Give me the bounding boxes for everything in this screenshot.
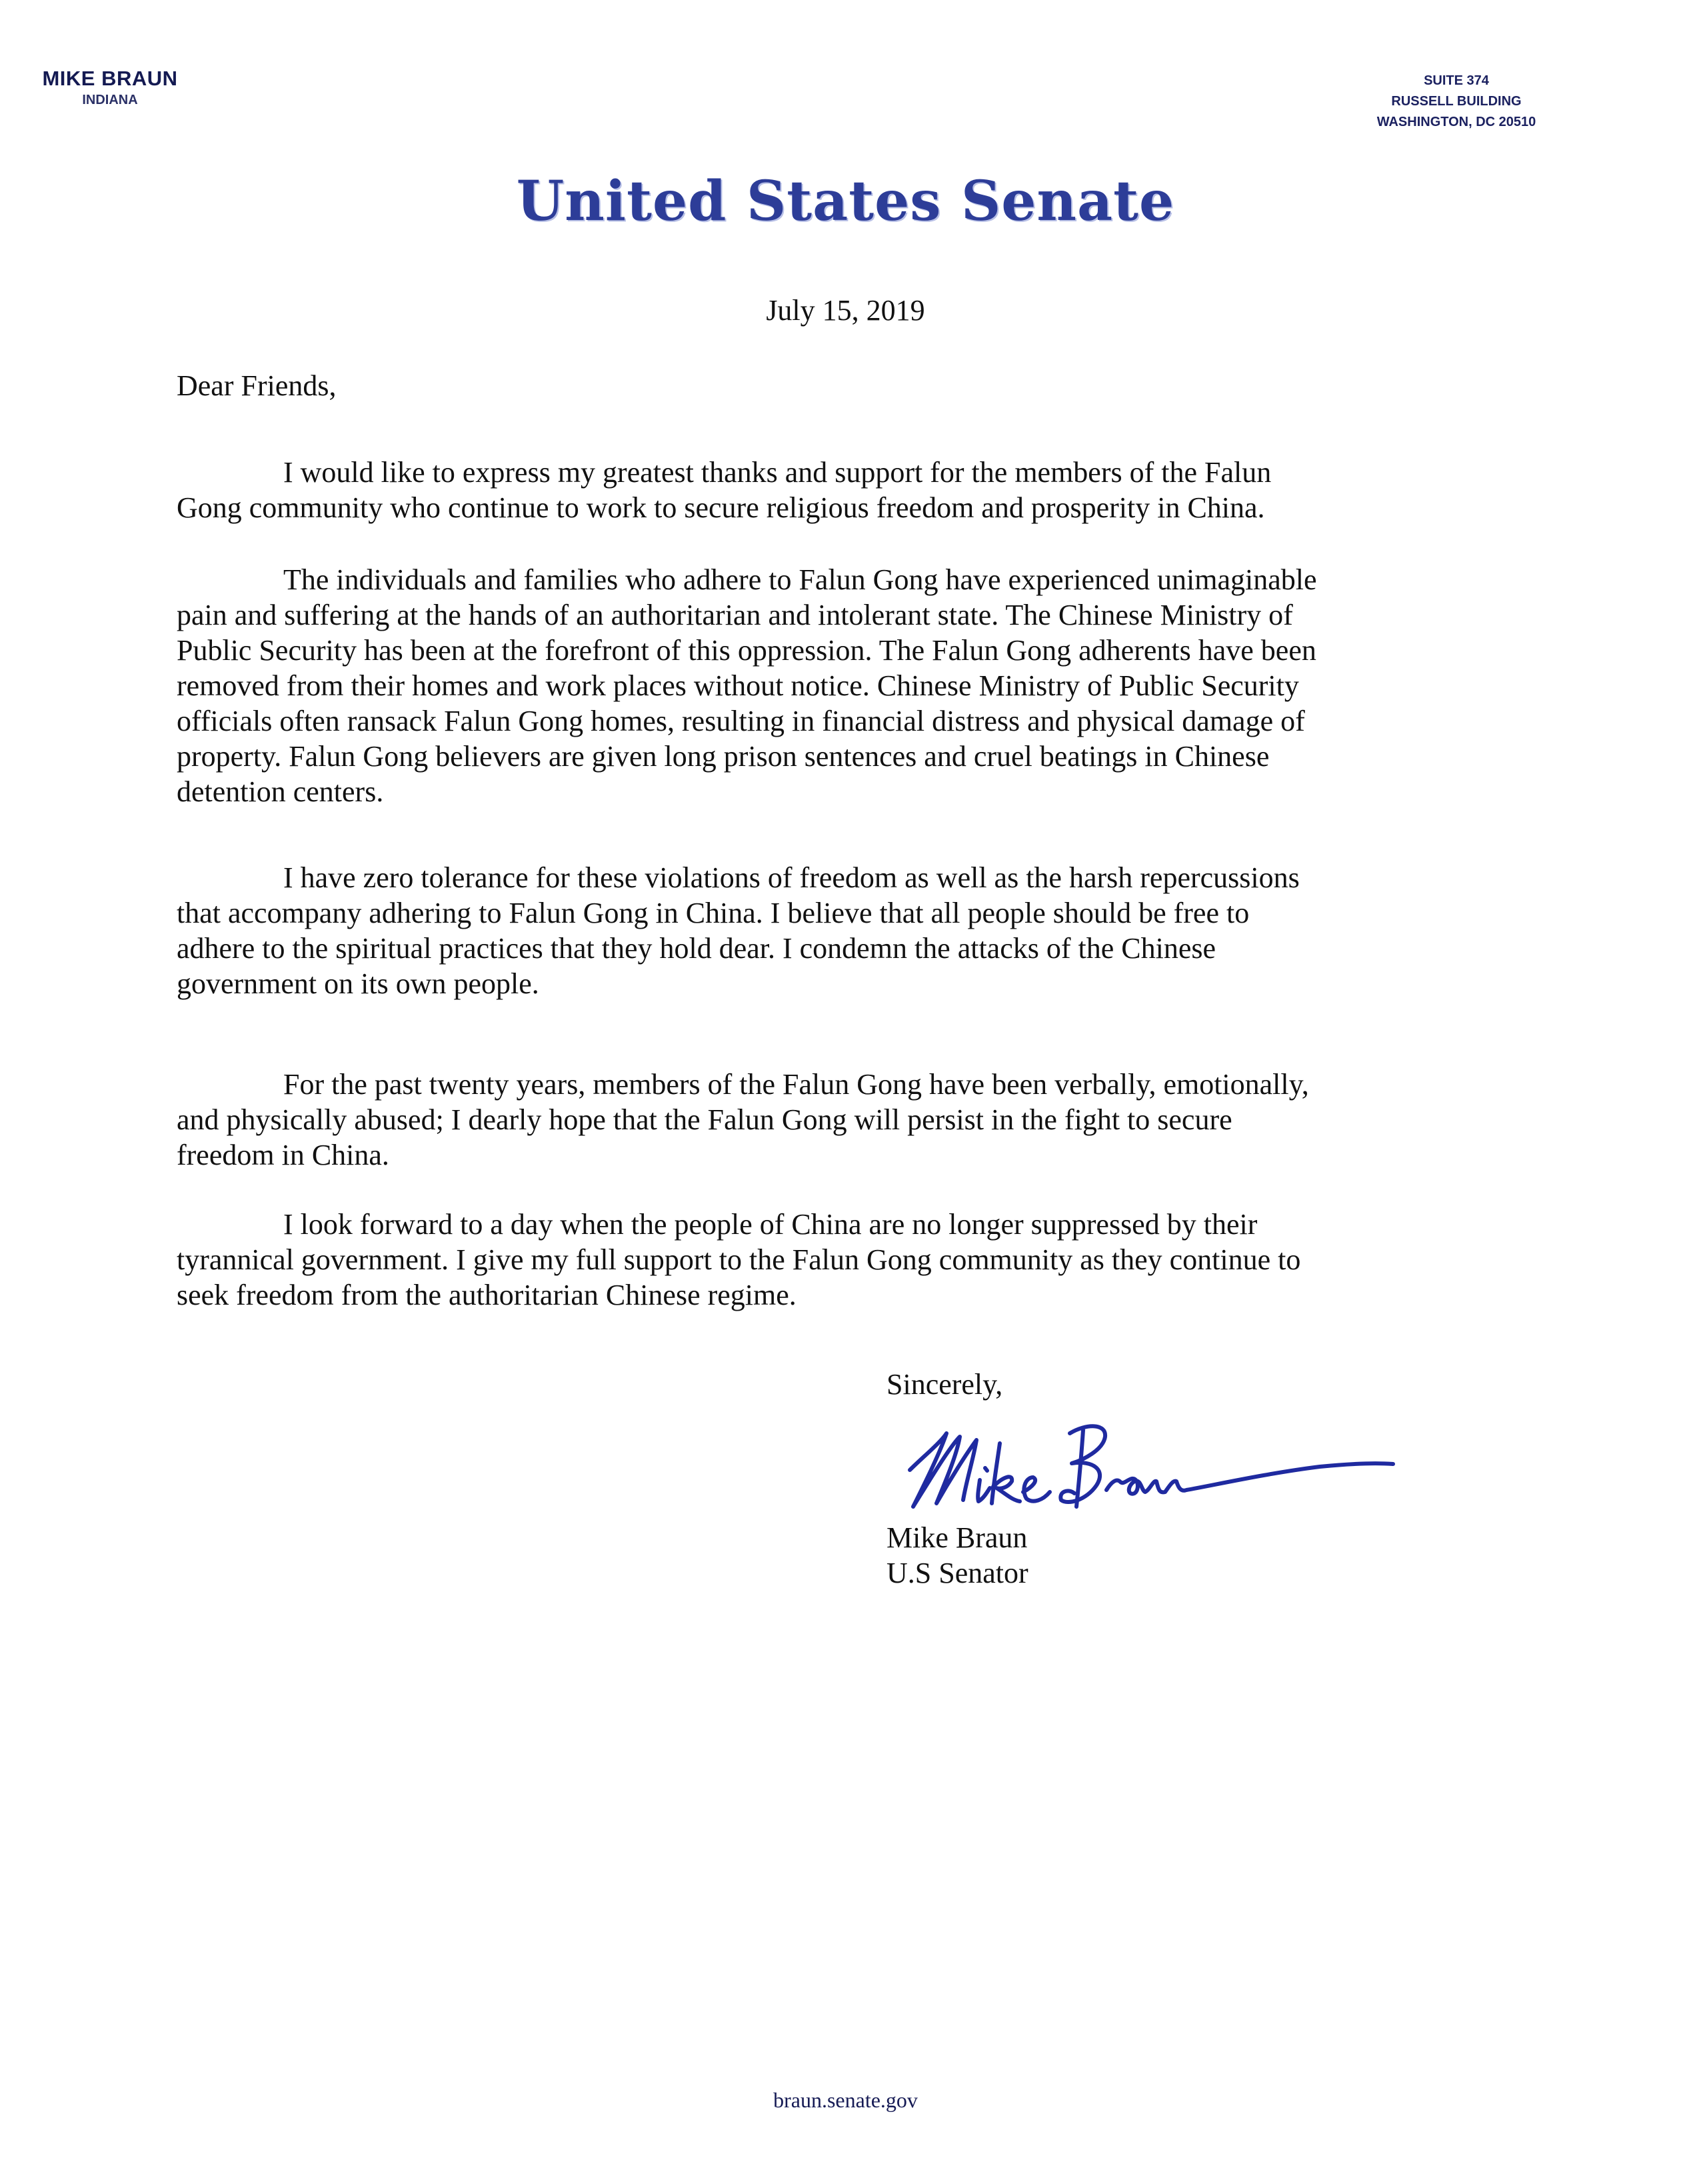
closing: Sincerely,	[886, 1368, 1003, 1401]
footer-website[interactable]: braun.senate.gov	[773, 2088, 918, 2112]
letterhead-title-text: United States Senate	[516, 169, 1175, 233]
paragraph-line: seek freedom from the authoritarian Chinese regime.	[177, 1279, 797, 1311]
signer-block	[886, 1520, 1028, 1591]
paragraph-5	[177, 1207, 1523, 1313]
senator-state: INDIANA	[82, 93, 138, 107]
paragraph-line: officials often ransack Falun Gong homes, resulting in financial distress and physical damage of	[177, 705, 1305, 737]
paragraph-line: government on its own people.	[177, 967, 539, 1000]
paragraph-line: I would like to express my greatest thanks and support for the members of the Falun	[283, 456, 1272, 489]
paragraph-line: I have zero tolerance for these violations of freedom as well as the harsh repercussions	[283, 861, 1300, 894]
address-line: RUSSELL BUILDING	[1391, 94, 1522, 109]
letterhead-title	[0, 168, 1691, 235]
paragraph-line: adhere to the spiritual practices that they hold dear. I condemn the attacks of the Chinese	[177, 932, 1216, 965]
signer-name: Mike Braun	[886, 1521, 1028, 1554]
paragraph-3	[177, 860, 1523, 1001]
paragraph-1	[177, 455, 1523, 525]
paragraph-line: For the past twenty years, members of the Falun Gong have been verbally, emotionally,	[283, 1068, 1309, 1101]
paragraph-line: Gong community who continue to work to secure religious freedom and prosperity in China.	[177, 491, 1265, 524]
paragraph-line: Public Security has been at the forefront of this oppression. The Falun Gong adherents have been	[177, 634, 1316, 667]
sender-block	[40, 67, 180, 109]
address-line: SUITE 374	[1424, 73, 1489, 88]
paragraph-line: freedom in China.	[177, 1139, 389, 1171]
paragraph-line: property. Falun Gong believers are given long prison sentences and cruel beatings in Chinese	[177, 740, 1270, 773]
paragraph-line: detention centers.	[177, 775, 384, 808]
paragraph-line: I look forward to a day when the people of China are no longer suppressed by their	[283, 1208, 1258, 1241]
signature	[893, 1407, 1413, 1520]
senator-name: MIKE BRAUN	[42, 67, 178, 90]
letter-date: July 15, 2019	[766, 294, 925, 327]
paragraph-2	[177, 562, 1523, 809]
signer-title: U.S Senator	[886, 1557, 1028, 1589]
paragraph-4	[177, 1067, 1523, 1173]
paragraph-line: pain and suffering at the hands of an authoritarian and intolerant state. The Chinese Ministry of	[177, 599, 1293, 631]
office-address	[1373, 71, 1540, 133]
paragraph-line: and physically abused; I dearly hope that the Falun Gong will persist in the fight to secure	[177, 1103, 1232, 1136]
paragraph-line: that accompany adhering to Falun Gong in China. I believe that all people should be free to	[177, 897, 1250, 929]
paragraph-line: tyrannical government. I give my full support to the Falun Gong community as they continue to	[177, 1243, 1301, 1276]
address-line: WASHINGTON, DC 20510	[1376, 115, 1536, 129]
paragraph-line: removed from their homes and work places without notice. Chinese Ministry of Public Security	[177, 669, 1299, 702]
salutation: Dear Friends,	[177, 369, 337, 402]
paragraph-line: The individuals and families who adhere to Falun Gong have experienced unimaginable	[283, 563, 1317, 596]
